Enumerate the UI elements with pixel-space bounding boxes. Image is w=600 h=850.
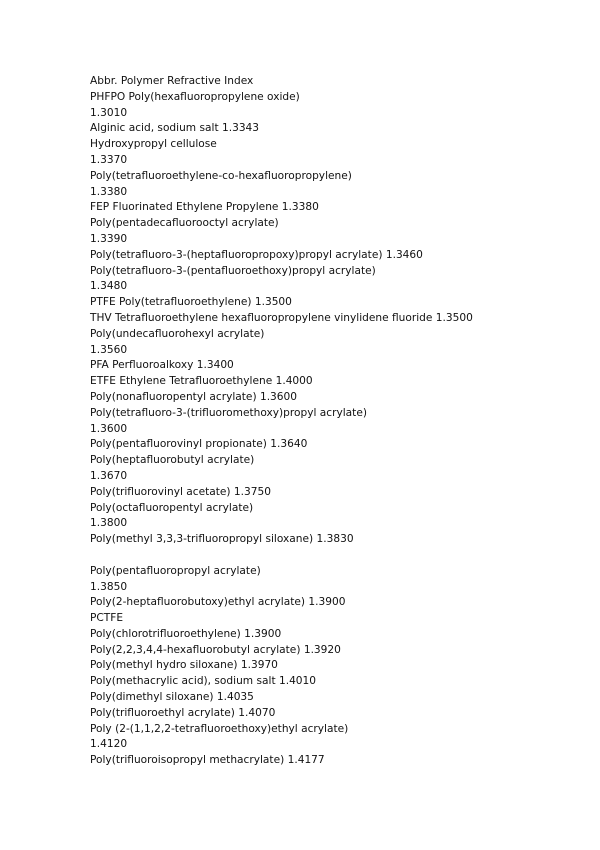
text-line: Poly(dimethyl siloxane) 1.4035 xyxy=(90,691,254,704)
text-line: PFA Perfluoroalkoxy 1.3400 xyxy=(90,359,234,372)
text-line: Poly(pentafluorovinyl propionate) 1.3640 xyxy=(90,438,308,451)
text-line: Poly(trifluoroisopropyl methacrylate) 1.4177 xyxy=(90,754,325,767)
blank-line xyxy=(90,548,580,564)
text-line: Poly(nonafluoropentyl acrylate) 1.3600 xyxy=(90,390,298,403)
text-line: PHFPO Poly(hexafluoropropylene oxide) xyxy=(90,90,300,103)
text-line: FEP Fluorinated Ethylene Propylene 1.3380 xyxy=(90,201,319,214)
text-line: Poly (2-(1,1,2,2-tetrafluoroethoxy)ethyl acrylate) xyxy=(90,722,349,735)
text-line: 1.3850 xyxy=(90,580,128,593)
text-line: Hydroxypropyl cellulose xyxy=(90,138,217,151)
text-line: Poly(methyl 3,3,3-trifluoropropyl siloxane) 1.3830 xyxy=(90,533,354,546)
text-line: 1.3390 xyxy=(90,232,128,245)
text-line: Poly(tetrafluoro-3-(trifluoromethoxy)propyl acrylate) xyxy=(90,406,367,419)
text-line: Poly(tetrafluoroethylene-co-hexafluoropropylene) xyxy=(90,169,352,182)
text-line: 1.3560 xyxy=(90,343,128,356)
text-line: Poly(2,2,3,4,4-hexafluorobutyl acrylate) 1.3920 xyxy=(90,643,341,656)
text-line: ETFE Ethylene Tetrafluoroethylene 1.4000 xyxy=(90,375,313,388)
text-line: Poly(heptafluorobutyl acrylate) xyxy=(90,454,255,467)
text-line: Poly(tetrafluoro-3-(heptafluoropropoxy)propyl acrylate) 1.3460 xyxy=(90,248,423,261)
text-line: 1.3380 xyxy=(90,185,128,198)
text-line: Poly(tetrafluoro-3-(pentafluoroethoxy)propyl acrylate) xyxy=(90,264,376,277)
text-line: 1.3370 xyxy=(90,153,128,166)
text-line: 1.3800 xyxy=(90,517,128,530)
text-line: Poly(chlorotrifluoroethylene) 1.3900 xyxy=(90,627,282,640)
text-line: Alginic acid, sodium salt 1.3343 xyxy=(90,122,260,135)
text-line: Poly(trifluoroethyl acrylate) 1.4070 xyxy=(90,706,276,719)
text-line: Poly(trifluorovinyl acetate) 1.3750 xyxy=(90,485,271,498)
text-line: 1.4120 xyxy=(90,738,128,751)
text-line: THV Tetrafluoroethylene hexafluoropropylene vinylidene fluoride 1.3500 xyxy=(90,311,473,324)
text-block xyxy=(90,74,580,769)
text-line: PTFE Poly(tetrafluoroethylene) 1.3500 xyxy=(90,296,292,309)
text-line: Poly(octafluoropentyl acrylate) xyxy=(90,501,254,514)
text-line: Poly(methacrylic acid), sodium salt 1.4010 xyxy=(90,675,317,688)
text-line: 1.3480 xyxy=(90,280,128,293)
header-line: Abbr. Polymer Refractive Index xyxy=(90,75,254,87)
text-line: Poly(methyl hydro siloxane) 1.3970 xyxy=(90,659,278,672)
text-line: Poly(2-heptafluorobutoxy)ethyl acrylate) 1.3900 xyxy=(90,596,346,609)
text-line: 1.3670 xyxy=(90,469,128,482)
text-line: 1.3010 xyxy=(90,106,128,119)
text-line: 1.3600 xyxy=(90,422,128,435)
text-line: Poly(undecafluorohexyl acrylate) xyxy=(90,327,265,340)
text-line: PCTFE xyxy=(90,612,124,625)
text-line: Poly(pentadecafluorooctyl acrylate) xyxy=(90,217,279,230)
text-line: Poly(pentafluoropropyl acrylate) xyxy=(90,564,261,577)
